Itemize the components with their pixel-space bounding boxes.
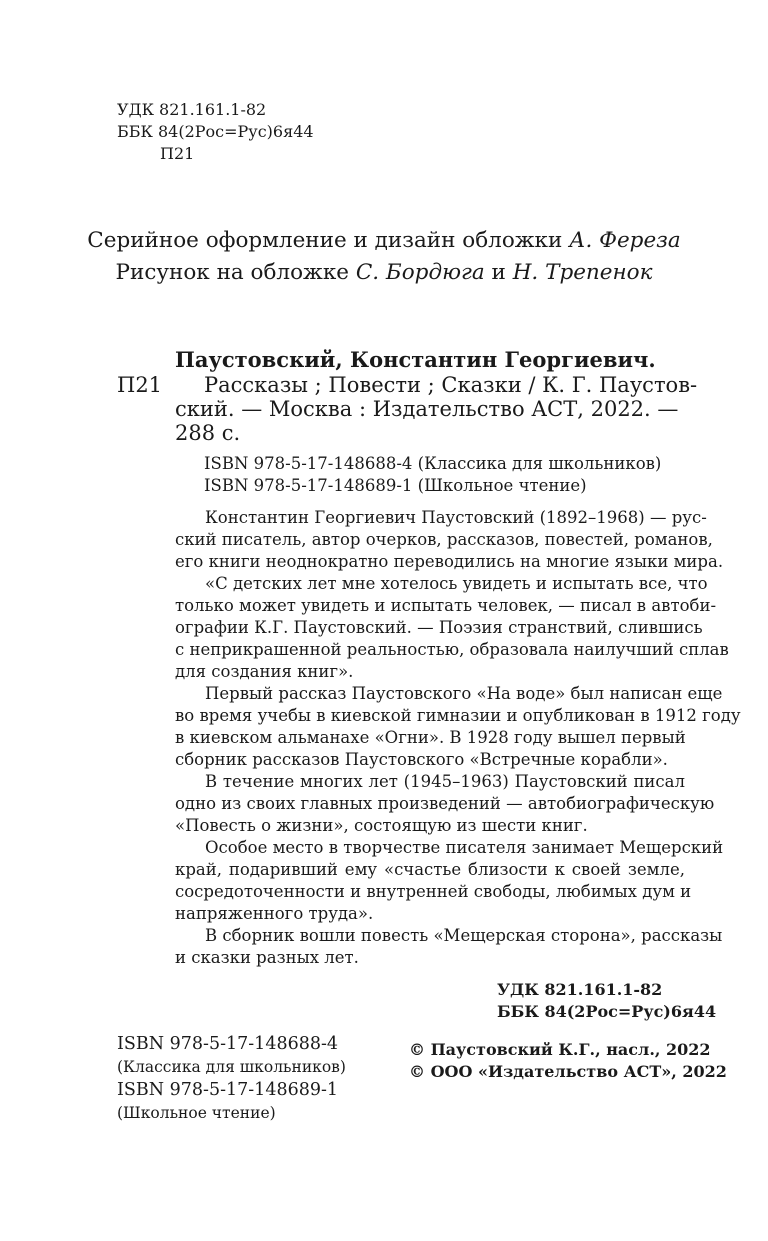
catalog-code: П21 <box>117 373 163 397</box>
annotation-line: во время учебы в киевской гимназии и опубликован в 1912 году <box>175 706 741 725</box>
cover-credit-and: и <box>484 260 513 285</box>
annotation-line: ографии К.Г. Паустовский. — Поэзия странствий, слившись <box>175 618 703 637</box>
copyright-publisher: © ООО «Издательство АСТ», 2022 <box>409 1062 727 1081</box>
udk-code: УДК 821.161.1-82 <box>117 100 267 119</box>
annotation-line: Особое место в творчестве писателя занимает Мещерский <box>205 838 724 857</box>
annotation-line: ский писатель, автор очерков, рассказов, повестей, романов, <box>175 530 713 549</box>
design-credit <box>0 228 768 253</box>
annotation-line: «Повесть о жизни», состоящую из шести книг. <box>175 816 588 835</box>
copyright-author: © Паустовский К.Г., насл., 2022 <box>409 1040 711 1059</box>
design-credit-text: Серийное оформление и дизайн обложки <box>87 228 570 253</box>
annotation-line: Первый рассказ Паустовского «На воде» был написан еще <box>205 684 723 703</box>
annotation-line: одно из своих главных произведений — автобиографическую <box>175 794 715 813</box>
cover-credit-name-2: Н. Трепенок <box>512 260 653 285</box>
annotation-line: для создания книг». <box>175 662 354 681</box>
annotation-line: край, подаривший ему «счастье близости к своей земле, <box>175 860 685 879</box>
cover-credit <box>0 260 768 285</box>
annotation-line: напряженного труда». <box>175 904 374 923</box>
annotation-line: с неприкрашенной реальностью, образовала наилучший сплав <box>175 640 729 659</box>
catalog-isbn-2: ISBN 978-5-17-148689-1 (Школьное чтение) <box>204 476 587 495</box>
isbn-1: ISBN 978-5-17-148688-4 <box>117 1034 339 1054</box>
annotation-line: сборник рассказов Паустовского «Встречные корабли». <box>175 750 668 769</box>
annotation-line: «С детских лет мне хотелось увидеть и испытать все, что <box>205 574 708 593</box>
annotation-line: сосредоточенности и внутренней свободы, любимых дум и <box>175 882 692 901</box>
isbn-2: ISBN 978-5-17-148689-1 <box>117 1080 339 1100</box>
cover-credit-name-1: С. Бордюга <box>355 260 485 285</box>
catalog-desc-line-3: 288 с. <box>175 421 241 445</box>
bottom-udk-code: УДК 821.161.1-82 <box>497 980 663 999</box>
catalog-isbn-1: ISBN 978-5-17-148688-4 (Классика для школьников) <box>204 454 662 473</box>
bbk-code: ББК 84(2Рос=Рус)6я44 <box>117 122 314 141</box>
annotation-line: В сборник вошли повесть «Мещерская сторона», рассказы <box>205 926 723 945</box>
author-sign-code: П21 <box>160 144 195 163</box>
bottom-bbk-code: ББК 84(2Рос=Рус)6я44 <box>497 1002 717 1021</box>
cover-credit-text: Рисунок на обложке <box>115 260 356 285</box>
annotation-line: Константин Георгиевич Паустовский (1892–1968) — рус- <box>205 508 707 527</box>
annotation-line: и сказки разных лет. <box>175 948 359 967</box>
catalog-author: Паустовский, Константин Георгиевич. <box>175 347 656 372</box>
isbn-1-series: (Классика для школьников) <box>117 1058 346 1076</box>
annotation-line: в киевском альманахе «Огни». В 1928 году вышел первый <box>175 728 686 747</box>
annotation-line: В течение многих лет (1945–1963) Паустовский писал <box>205 772 685 791</box>
catalog-desc-line-2: ский. — Москва : Издательство АСТ, 2022. — <box>175 397 679 421</box>
annotation-line: его книги неоднократно переводились на многие языки мира. <box>175 552 724 571</box>
annotation-line: только может увидеть и испытать человек, — писал в автоби- <box>175 596 717 615</box>
design-credit-name: А. Фереза <box>569 228 681 253</box>
catalog-desc-line-1: Рассказы ; Повести ; Сказки / К. Г. Паустов- <box>204 373 698 397</box>
isbn-2-series: (Школьное чтение) <box>117 1104 276 1122</box>
